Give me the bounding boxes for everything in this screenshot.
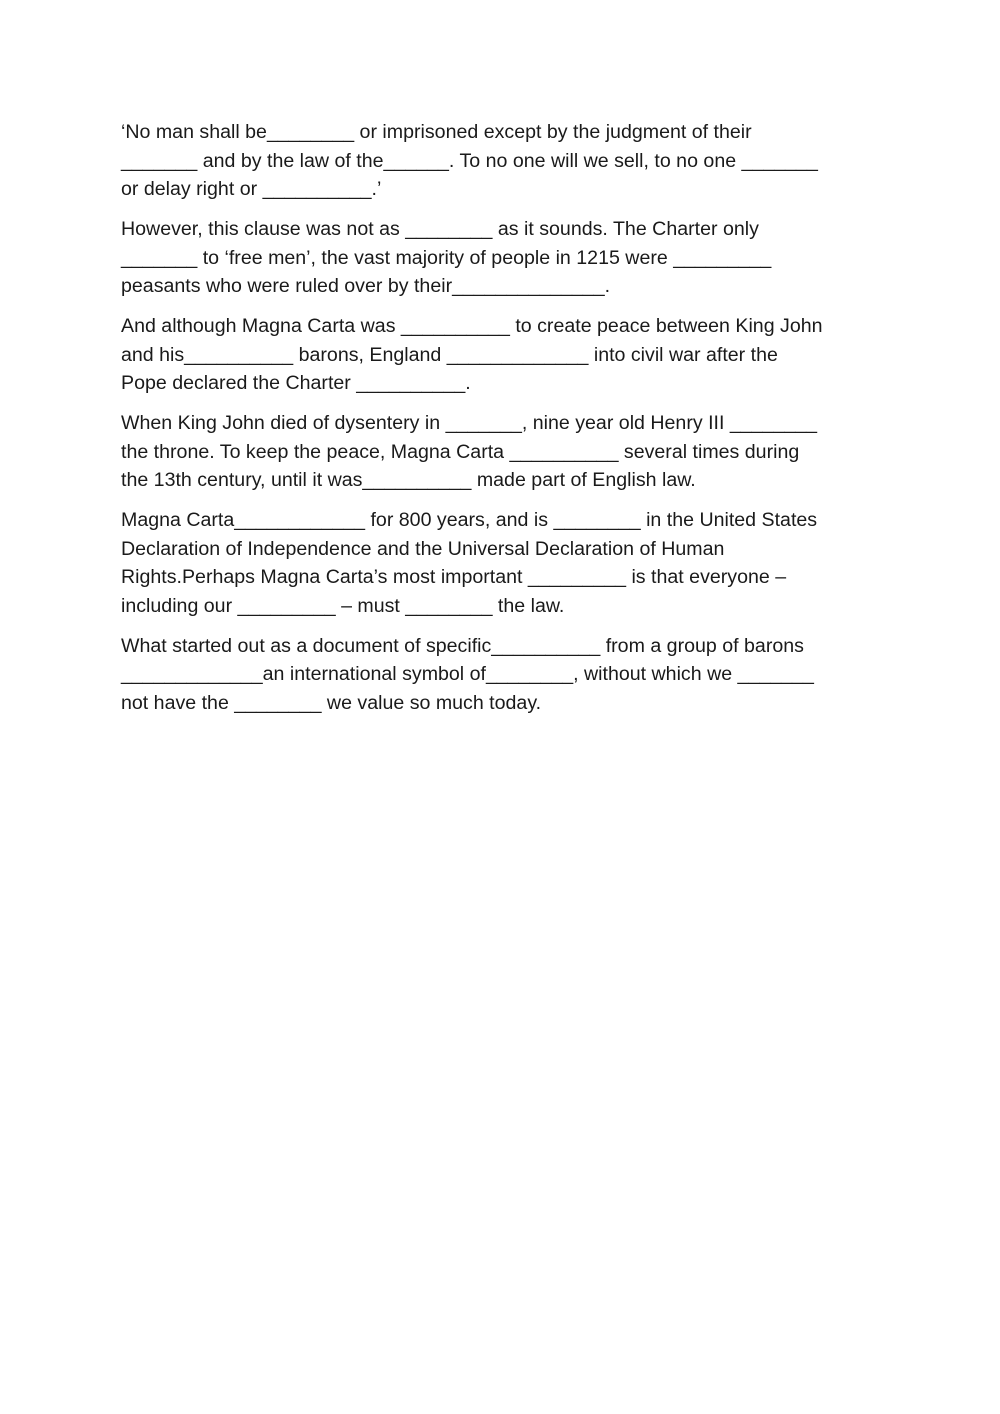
paragraph-civil-war [121,312,891,398]
text-line: Declaration of Independence and the Universal Declaration of Human [121,537,725,560]
paragraph-international-symbol [121,632,891,718]
paragraph-clause-limits [121,215,891,301]
text-line: the throne. To keep the peace, Magna Carta __________ several times during [121,440,800,463]
text-line: ‘No man shall be________ or imprisoned except by the judgment of their [121,121,752,143]
text-line: When King John died of dysentery in _______, nine year old Henry III ________ [121,412,818,434]
document-body [121,118,891,729]
text-line: not have the ________ we value so much today. [121,691,542,714]
text-line: peasants who were ruled over by their______________. [121,275,611,297]
paragraph-legacy [121,506,891,620]
text-line: What started out as a document of specific__________ from a group of barons [121,634,804,657]
text-line: Pope declared the Charter __________. [121,372,471,394]
text-line: including our _________ – must ________ the law. [121,594,565,617]
text-line: And although Magna Carta was __________ to create peace between King John [121,315,823,337]
text-line: _______ to ‘free men’, the vast majority of people in 1215 were _________ [121,246,772,269]
text-line: and his__________ barons, England _____________ into civil war after the [121,343,778,366]
text-line: the 13th century, until it was__________ made part of English law. [121,469,696,491]
text-line: However, this clause was not as ________ as it sounds. The Charter only [121,218,759,240]
paragraph-henry-iii [121,409,891,495]
text-line: Rights.Perhaps Magna Carta’s most important _________ is that everyone – [121,566,787,588]
paragraph-clause-quote [121,118,891,204]
text-line: _______ and by the law of the______. To no one will we sell, to no one _______ [121,149,818,172]
text-line: or delay right or __________.’ [121,178,382,200]
text-line: Magna Carta____________ for 800 years, and is ________ in the United States [121,509,818,531]
text-line: _____________an international symbol of________, without which we _______ [121,663,814,685]
